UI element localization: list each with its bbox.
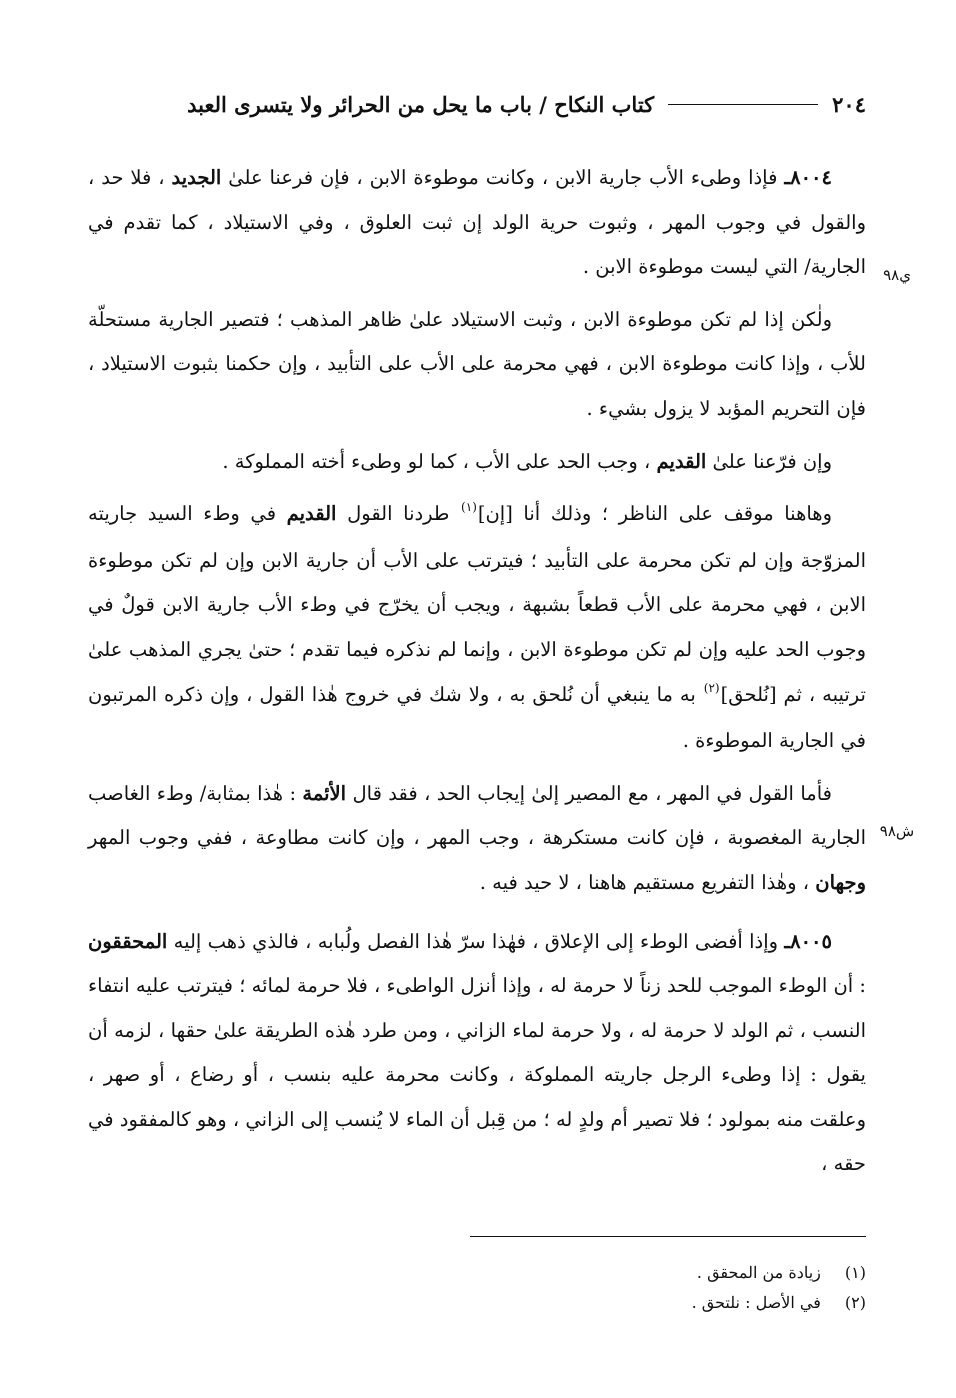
paragraph-text: فأما القول في المهر ، مع المصير إلىٰ إيجاب الحد ، فقد قال	[346, 781, 832, 805]
footnote-text: زيادة من المحقق .	[696, 1263, 821, 1282]
footnote-1	[400, 1258, 866, 1288]
footnote-rule	[470, 1236, 866, 1237]
margin-note-sh98: ش٩٨	[879, 822, 915, 840]
paragraph-text: ، وجب الحد على الأب ، كما لو وطىء أخته المملوكة .	[222, 449, 657, 473]
paragraph-text: ولٰكن إذا لم تكن موطوءة الابن ، وثبت الاستيلاد علىٰ ظاهر المذهب ؛ فتصير الجارية مستحلّة للأب ، وإذا كانت موطوءة الابن ، فهي محرمة على الأب على التأبيد ، وإن حكمنا بثبوت الاستيلاد ، فإن التحريم المؤبد لا يزول بشيء .	[88, 307, 866, 420]
footnote-number: (١)	[844, 1263, 866, 1282]
paragraph-text: : هٰذا بمثابة/ وطء الغاصب الجارية المغصوبة ، فإن كانت مستكرهة ، وجب المهر ، وإن كانت مطاوعة ، ففي وجوب المهر	[88, 781, 866, 850]
paragraph	[88, 492, 866, 764]
bold-term: الجديد	[171, 166, 222, 189]
paragraph-number: ٨٠٠٤ـ	[784, 166, 832, 189]
paragraph	[88, 440, 866, 485]
paragraph-text: فإذا وطىء الأب جارية الابن ، وكانت موطوءة الابن ، فإن فرعنا علىٰ	[221, 166, 778, 189]
footnotes	[400, 1258, 866, 1318]
footnote-number: (٢)	[844, 1293, 866, 1312]
margin-note-y98: ي٩٨	[883, 266, 911, 284]
running-header	[88, 84, 866, 124]
paragraph-text: ، وهٰذا التفريع مستقيم هاهنا ، لا حيد فيه .	[479, 870, 816, 894]
footnote-text: في الأصل : نلتحق .	[691, 1293, 821, 1312]
paragraph	[88, 298, 866, 432]
bold-term: وجهان	[815, 870, 866, 894]
paragraph	[88, 772, 866, 906]
footnote-ref-1[interactable]: (١)	[461, 500, 477, 515]
footnote-ref-2[interactable]: (٢)	[703, 680, 720, 695]
bold-term: القديم	[656, 449, 707, 473]
paragraph-text: به ما ينبغي أن نُلحق به ، ولا شك في خروج هٰذا القول ، وإن ذكره المرتبون في الجارية الموطوءة .	[88, 682, 866, 753]
paragraph-text: : أن الوطء الموجب للحد زناً لا حرمة له ، وإذا أنزل الواطىء ، فلا حرمة لمائه ؛ فيترتب عليه انتفاء النسب ، ثم الولد لا حرمة له ، ولا حرمة لماء الزاني ، ومن طرد هٰذه الطريقة علىٰ حقها ، لزمه أن يقول : إذا وطىء الرجل جاريته المملوكة ، وكانت محرمة عليه بنسب ، أو رضاع ، أو صهر ، وعلقت منه بمولود ؛ فلا تصير أم ولدٍ له ؛ من قِبل أن الماء لا يُنسب إلى الزاني ، وهو كالمفقود في حقه ،	[88, 974, 866, 1176]
paragraph-text: في وطء السيد جاريته المزوّجة وإن لم تكن محرمة على التأبيد ؛ فيترتب على الأب أن جارية الابن وإن لم تكن موطوءة الابن ، فهي محرمة على الأب قطعاً بشبهة ، ويجب أن يخرّج في وطء الأب جارية الابن قولٌ في وجوب الحد عليه وإن لم تكن موطوءة الابن ، وإنما لم نذكره فيما تقدم ؛ حتىٰ يجري المذهب علىٰ ترتيبه ، ثم [نُلحق]	[88, 502, 866, 706]
page-number: ٢٠٤	[832, 91, 866, 117]
bold-term: القديم	[286, 502, 337, 526]
paragraph-text: وهاهنا موقف على الناظر ؛ وذلك أنا [إن]	[477, 502, 832, 526]
paragraph-text: وإذا أفضى الوطء إلى الإعلاق ، فهٰذا سرّ هٰذا الفصل ولُبابه ، فالذي ذهب إليه	[167, 929, 779, 953]
header-rule	[668, 104, 818, 105]
paragraph-8005	[88, 920, 866, 1188]
bold-term: المحققون	[88, 929, 168, 953]
paragraph-number: ٨٠٠٥ـ	[784, 929, 832, 953]
paragraph-text: ، فلا حد ، والقول في وجوب المهر ، وثبوت حرية الولد إن ثبت العلوق ، وفي الاستيلاد ، كما تقدم في الجارية/ التي ليست موطوءة الابن .	[88, 166, 866, 279]
paragraph-text: طردنا القول	[336, 502, 461, 526]
paragraph-text: وإن فرّعنا علىٰ	[706, 449, 832, 473]
paragraph-8004	[88, 156, 866, 290]
main-text	[88, 156, 866, 1195]
footnote-2	[400, 1288, 866, 1318]
bold-term: الأئمة	[302, 781, 347, 805]
chapter-title: كتاب النكاح / باب ما يحل من الحرائر ولا يتسرى العبد	[187, 91, 655, 117]
